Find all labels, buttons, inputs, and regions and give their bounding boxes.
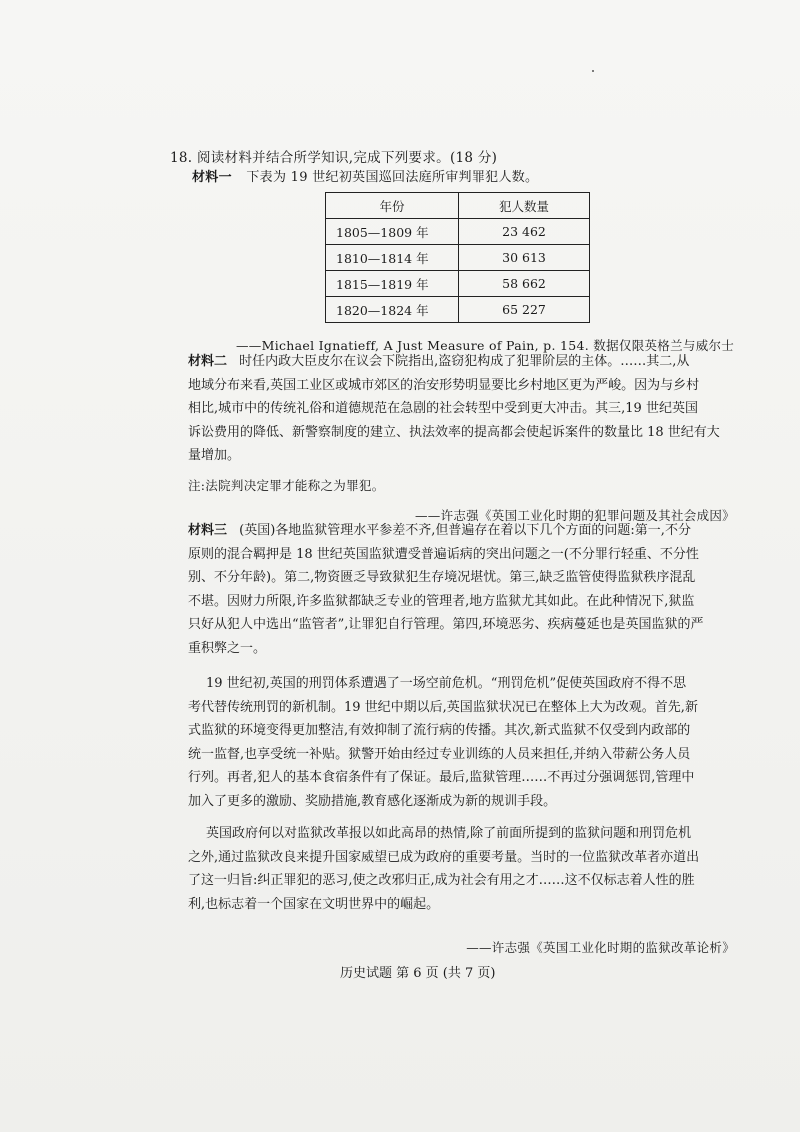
table-header-row: [326, 193, 590, 219]
table-header-year: 年份: [326, 193, 459, 219]
material3-p2-line: 式监狱的环境变得更加整洁,有效抑制了流行病的传播。其次,新式监狱不仅受到内政部的: [188, 723, 691, 738]
table-cell-year: 1815—1819 年: [326, 271, 459, 297]
material2-label: 材料二: [188, 354, 228, 369]
material3-source: ——许志强《英国工业化时期的监狱改革论析》: [466, 940, 735, 955]
material3-p2-line: 加入了更多的激励、奖励措施,教育感化逐渐成为新的规训手段。: [188, 793, 557, 809]
material2-line-1-text: 时任内政大臣皮尔在议会下院指出,盗窃犯构成了犯罪阶层的主体。……其二,从: [239, 354, 690, 369]
material2-note: 注:法院判决定罪才能称之为罪犯。: [188, 478, 385, 493]
material3-line: 只好从犯人中选出“监管者”,让罪犯自行管理。第四,环境恶劣、疾病蔓延也是英国监狱的严: [188, 617, 704, 632]
question-header: 18. 阅读材料并结合所学知识,完成下列要求。(18 分): [170, 150, 498, 166]
material1-intro-text: 下表为 19 世纪初英国巡回法庭所审判罪犯人数。: [246, 170, 539, 185]
material1-intro: [192, 166, 538, 185]
material2-line: 相比,城市中的传统礼俗和道德规范在急剧的社会转型中受到更大冲击。其三,19 世纪英国: [188, 401, 698, 416]
material3-line-1-text: (英国)各地监狱管理水平参差不齐,但普遍存在着以下几个方面的问题:第一,不分: [239, 523, 691, 538]
table-cell-count: 23 462: [459, 219, 590, 245]
table-cell-count: 58 662: [459, 271, 590, 297]
material2-line: 诉讼费用的降低、新警察制度的建立、执法效率的提高都会使起诉案件的数量比 18 世纪有大: [188, 424, 720, 440]
material3-paragraph: [188, 519, 704, 660]
material1-source: ——Michael Ignatieff, A Just Measure of Pain, p. 154. 数据仅限英格兰与威尔士: [236, 338, 735, 353]
material3-label: 材料三: [188, 523, 228, 538]
table-header-count: 犯人数量: [459, 193, 590, 219]
table-row: [326, 297, 590, 323]
convict-table: [325, 192, 590, 323]
table-cell-count: 65 227: [459, 297, 590, 323]
material3-p3-line: 了这一归旨:纠正罪犯的恶习,使之改邪归正,成为社会有用之才……这不仅标志着人性的胜: [188, 873, 695, 888]
material3-line: 原则的混合羁押是 18 世纪英国监狱遭受普遍诟病的突出问题之一(不分罪行轻重、不分性: [188, 546, 699, 562]
material3-p3-line: 利,也标志着一个国家在文明世界中的崛起。: [188, 896, 440, 912]
material3-p2-line: 行列。再者,犯人的基本食宿条件有了保证。最后,监狱管理……不再过分强调惩罚,管理中: [188, 770, 695, 785]
scan-speck: [592, 70, 594, 72]
material3-paragraph-2: [188, 672, 698, 813]
material3-p3-line: 英国政府何以对监狱改革报以如此高昂的热情,除了前面所提到的监狱问题和刑罚危机: [206, 826, 692, 841]
material2-line-1: [188, 350, 720, 374]
table-cell-year: 1820—1824 年: [326, 297, 459, 323]
material3-paragraph-3: [188, 822, 699, 916]
material2-source: ——许志强《英国工业化时期的犯罪问题及其社会成因》: [414, 508, 735, 523]
table-cell-year: 1810—1814 年: [326, 245, 459, 271]
page-footer: 历史试题 第 6 页 (共 7 页): [340, 966, 496, 981]
table-cell-year: 1805—1809 年: [326, 219, 459, 245]
material3-p3-line: 之外,通过监狱改良来提升国家威望已成为政府的重要考量。当时的一位监狱改革者亦道出: [188, 849, 700, 865]
material3-line: 重积弊之一。: [188, 640, 267, 656]
material2-paragraph: [188, 350, 720, 468]
material3-p2-line: 19 世纪初,英国的刑罚体系遭遇了一场空前危机。“刑罚危机”促使英国政府不得不思: [206, 676, 687, 691]
material2-line: 量增加。: [188, 448, 241, 463]
table-row: [326, 271, 590, 297]
material3-line: 不堪。因财力所限,许多监狱都缺乏专业的管理者,地方监狱尤其如此。在此种情况下,狱监: [188, 593, 695, 609]
material2-line: 地域分布来看,英国工业区或城市郊区的治安形势明显要比乡村地区更为严峻。因为与乡村: [188, 377, 700, 393]
table-row: [326, 219, 590, 245]
material3-line-1: [188, 519, 704, 543]
material3-line: 别、不分年龄)。第二,物资匮乏导致狱犯生存境况堪忧。第三,缺乏监管使得监狱秩序混乱: [188, 570, 696, 585]
table-row: [326, 245, 590, 271]
material1-label: 材料一: [192, 170, 232, 185]
material3-p2-line: 考代替传统刑罚的新机制。19 世纪中期以后,英国监狱状况已在整体上大为改观。首先,新: [188, 699, 698, 715]
material3-p2-line: 统一监督,也享受统一补贴。狱警开始由经过专业训练的人员来担任,并纳入带薪公务人员: [188, 746, 691, 762]
table-cell-count: 30 613: [459, 245, 590, 271]
